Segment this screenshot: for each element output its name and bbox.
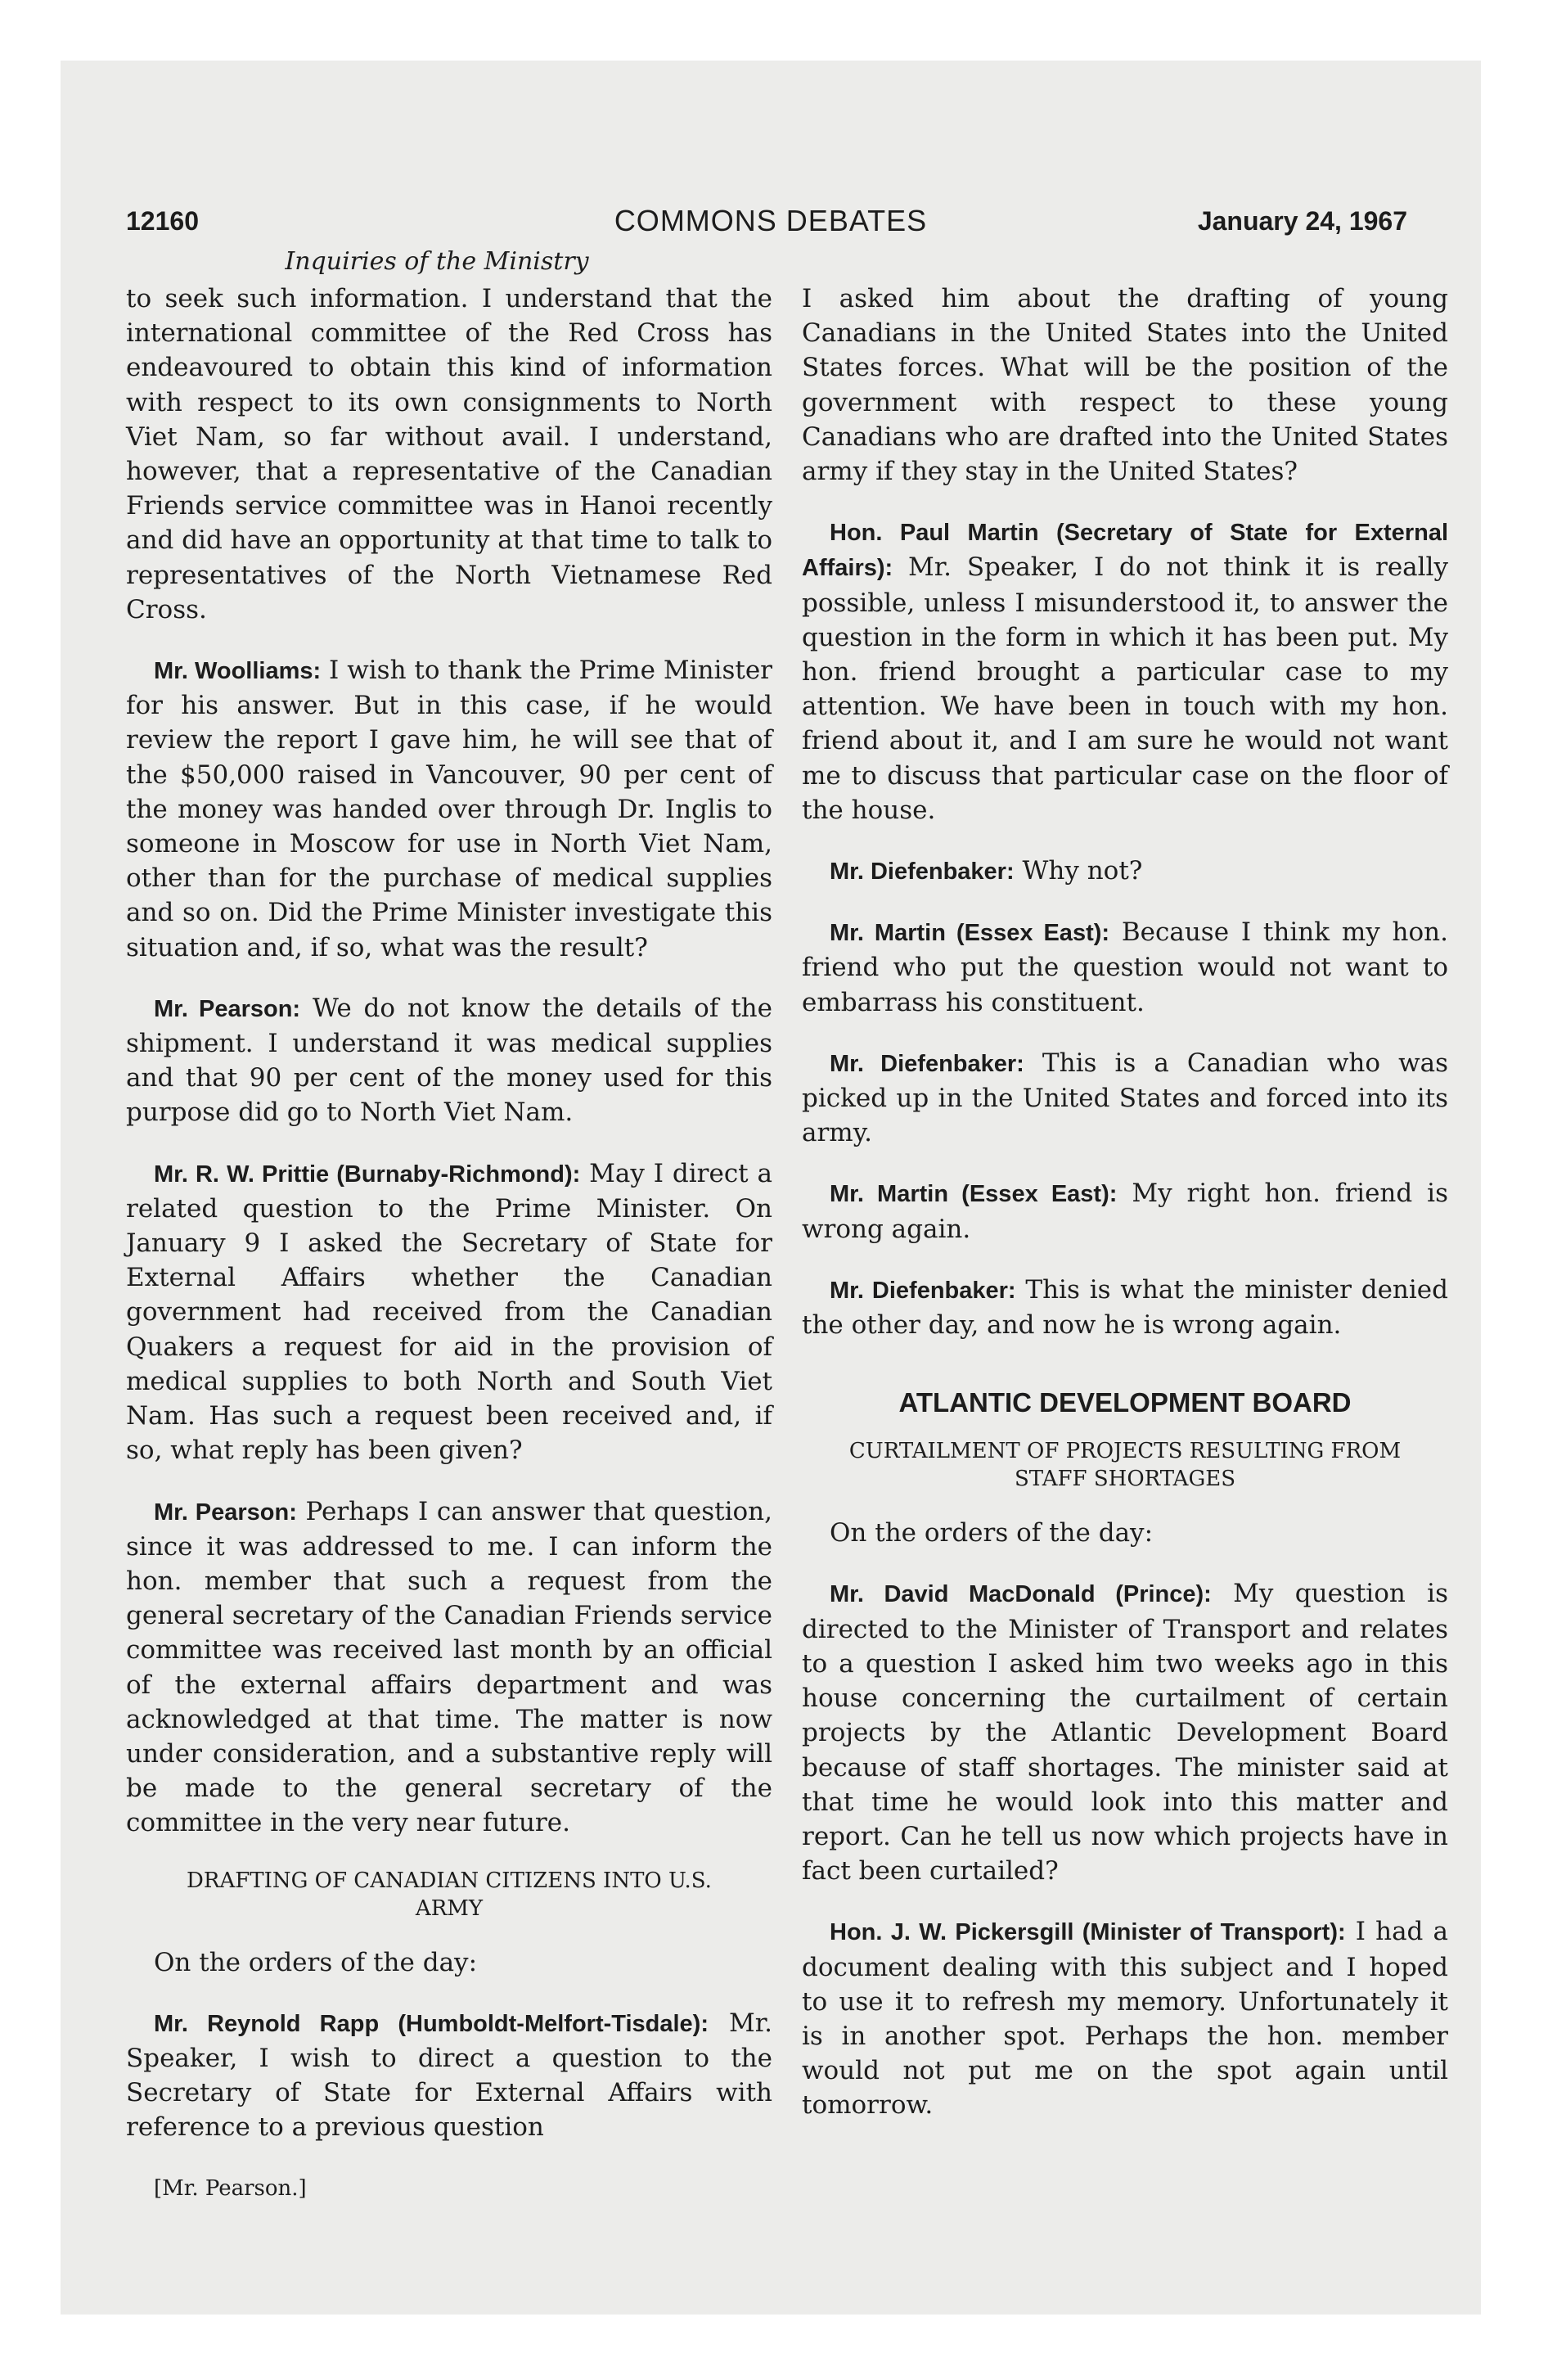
speech-text: Because I think my hon. friend who put the question would not want to embarrass his constituent. xyxy=(802,917,1449,1017)
paragraph xyxy=(802,515,1448,827)
paragraph xyxy=(126,991,772,1130)
page-number: 12160 xyxy=(126,206,199,236)
speaker-name: Mr. Diefenbaker: xyxy=(830,859,1015,886)
left-column xyxy=(126,282,772,2232)
speech-text: Mr. Speaker, I do not think it is really possible, unless I misunderstood it, to answer the question in the form in which it has been put. My hon. friend brought a particular case to my attention. We have been in touch with my hon. friend about it, and I am sure he would not want me to discuss that particular case on the floor of the house. xyxy=(802,552,1448,825)
paragraph xyxy=(126,653,772,965)
speech-text: This is what the minister denied the other day, and now he is wrong again. xyxy=(802,1274,1448,1341)
paragraph xyxy=(802,854,1448,889)
speech-text: I wish to thank the Prime Minister for his answer. But in this case, if he would review the report I gave him, he will see that of the $50,000 raised in Vancouver, 90 per cent of the money was handed over through Dr. Inglis to someone in Moscow for use in North Viet Nam, other than for the purchase of medical supplies and so on. Did the Prime Minister investigate this situation and, if so, what was the result? xyxy=(126,656,772,962)
speaker-name: Mr. Martin (Essex East): xyxy=(830,920,1110,947)
speaker-name: Mr. Diefenbaker: xyxy=(830,1277,1016,1304)
speaker-name: Hon. Paul Martin (Secretary of State for External Affairs): xyxy=(802,520,1448,582)
speaker-name: Mr. Diefenbaker: xyxy=(830,1050,1024,1077)
speech-text: This is a Canadian who was picked up in the United States and forced into its army. xyxy=(802,1048,1448,1148)
subsection-heading: DRAFTING OF CANADIAN CITIZENS INTO U.S. ARMY xyxy=(187,1868,712,1921)
speech-text: My right hon. friend is wrong again. xyxy=(802,1179,1449,1244)
paragraph xyxy=(802,915,1448,1020)
subsection-heading: CURTAILMENT OF PROJECTS RESULTING FROM STAFF SHORTAGES xyxy=(848,1439,1402,1492)
paragraph xyxy=(802,1176,1448,1246)
speaker-name: Mr. David MacDonald (Prince): xyxy=(830,1581,1212,1608)
speaker-name: Mr. Reynold Rapp (Humboldt-Melfort-Tisdale): xyxy=(154,2010,709,2037)
paragraph: to seek such information. I understand that the international committee of the Red Cross has endeavoured to obtain this kind of information with respect to its own consignments to North Viet Nam, so far without avail. I understand, however, that a representative of the Canadian Friends service committee was in Hanoi recently and did have an opportunity at that time to talk to representatives of the North Vietnamese Red Cross. xyxy=(126,284,772,624)
paragraph xyxy=(126,1156,772,1468)
speaker-name: Mr. Pearson: xyxy=(154,995,301,1022)
speaker-name: Mr. Woolliams: xyxy=(154,658,322,685)
speaker-name: Mr. R. W. Prittie (Burnaby-Richmond): xyxy=(154,1161,581,1188)
paragraph xyxy=(126,1494,772,1841)
speaker-name: Hon. J. W. Pickersgill (Minister of Transport): xyxy=(830,1919,1346,1946)
speech-text: I had a document dealing with this subject and I hoped to use it to refresh my memory. Unfortunately it is in another spot. Perhaps the hon. member would not put me on the spot again until tomorrow. xyxy=(802,1917,1448,2121)
document-page xyxy=(61,61,1481,2315)
paragraph xyxy=(126,2006,772,2145)
speech-text: Perhaps I can answer that question, since it was addressed to me. I can inform the hon. member that such a request from the general secretary of the Canadian Friends service committee was received last month by an official of the external affairs department and was acknowledged at that time. The matter is now under consideration, and a substantive reply will be made to the general secretary of the committee in the very near future. xyxy=(126,1496,772,1838)
paragraph xyxy=(802,1273,1448,1342)
issue-date: January 24, 1967 xyxy=(1197,206,1407,236)
paragraph xyxy=(802,1046,1448,1151)
page-footer: [Mr. Pearson.] xyxy=(154,2175,307,2201)
paragraph xyxy=(802,1914,1448,2122)
section-heading: ATLANTIC DEVELOPMENT BOARD xyxy=(898,1387,1352,1418)
right-column xyxy=(802,282,1448,2149)
speaker-name: Mr. Martin (Essex East): xyxy=(830,1181,1118,1208)
paragraph xyxy=(802,1576,1448,1888)
speech-text: Why not? xyxy=(1014,856,1143,886)
orders-of-day: On the orders of the day: xyxy=(154,1947,478,1977)
running-head: Inquiries of the Ministry xyxy=(285,247,589,276)
paragraph: I asked him about the drafting of young Canadians in the United States into the United States forces. What will be the position of the government with respect to these young Canadians who are drafted into the United States army if they stay in the United States? xyxy=(802,284,1448,487)
orders-of-day: On the orders of the day: xyxy=(830,1518,1154,1548)
speech-text: My question is directed to the Minister of Transport and relates to a question I asked him two weeks ago in this house concerning the curtailment of certain projects by the Atlantic Development Board because of staff shortages. The minister said at that time he would look into this matter and report. Can he tell us now which projects have in fact been curtailed? xyxy=(802,1579,1448,1886)
publication-title: COMMONS DEBATES xyxy=(614,204,928,237)
speech-text: Mr. Speaker, I wish to direct a question to the Secretary of State for External Affairs with reference to a previous question xyxy=(126,2008,772,2143)
speech-text: May I direct a related question to the Prime Minister. On January 9 I asked the Secretary of State for External Affairs whether the Canadian government had received from the Canadian Quakers a request for aid in the provision of medical supplies to both North and South Viet Nam. Has such a request been received and, if so, what reply has been given? xyxy=(126,1158,773,1466)
speech-text: We do not know the details of the shipment. I understand it was medical supplies and that 90 per cent of the money used for this purpose did go to North Viet Nam. xyxy=(126,993,772,1128)
speaker-name: Mr. Pearson: xyxy=(154,1499,297,1526)
